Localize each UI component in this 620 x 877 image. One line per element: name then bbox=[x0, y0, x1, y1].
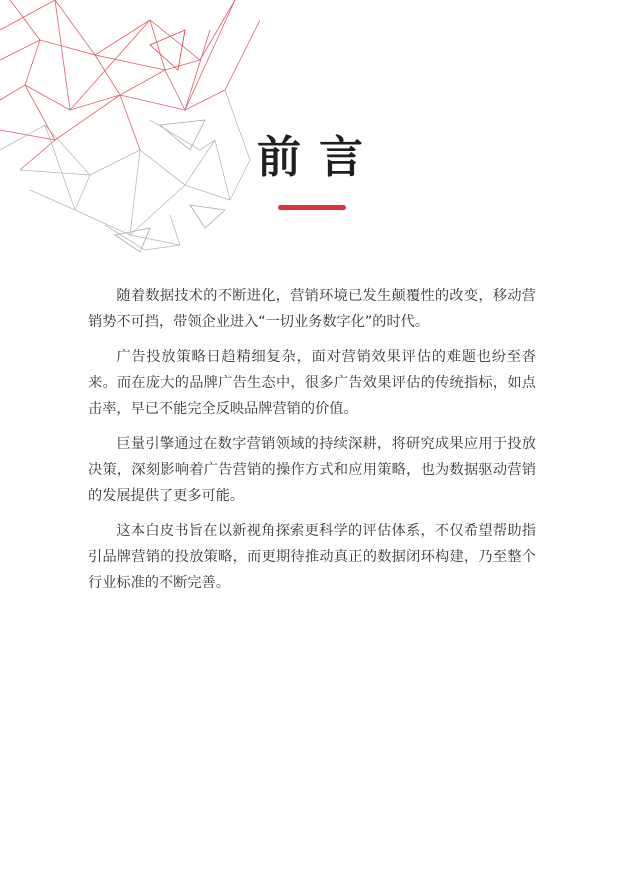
paragraph: 广告投放策略日趋精细复杂，面对营销效果评估的难题也纷至沓来。而在庞大的品牌广告生态中，很多广告效果评估的传统指标，如点击率，早已不能完全反映品牌营销的价值。 bbox=[88, 349, 536, 417]
title-underline bbox=[278, 205, 346, 210]
preface-body bbox=[88, 283, 536, 605]
paragraph: 随着数据技术的不断进化，营销环境已发生颠覆性的改变，移动营销势不可挡，带领企业进入“一切业务数字化”的时代。 bbox=[88, 288, 536, 330]
page-title: 前言 bbox=[257, 132, 381, 183]
paragraph: 巨量引擎通过在数字营销领域的持续深耕，将研究成果应用于投放决策，深刻影响着广告营销的操作方式和应用策略，也为数据驱动营销的发展提供了更多可能。 bbox=[88, 436, 536, 504]
paragraph: 这本白皮书旨在以新视角探索更科学的评估体系，不仅希望帮助指引品牌营销的投放策略，而更期待推动真正的数据闭环构建，乃至整个行业标准的不断完善。 bbox=[88, 523, 536, 591]
